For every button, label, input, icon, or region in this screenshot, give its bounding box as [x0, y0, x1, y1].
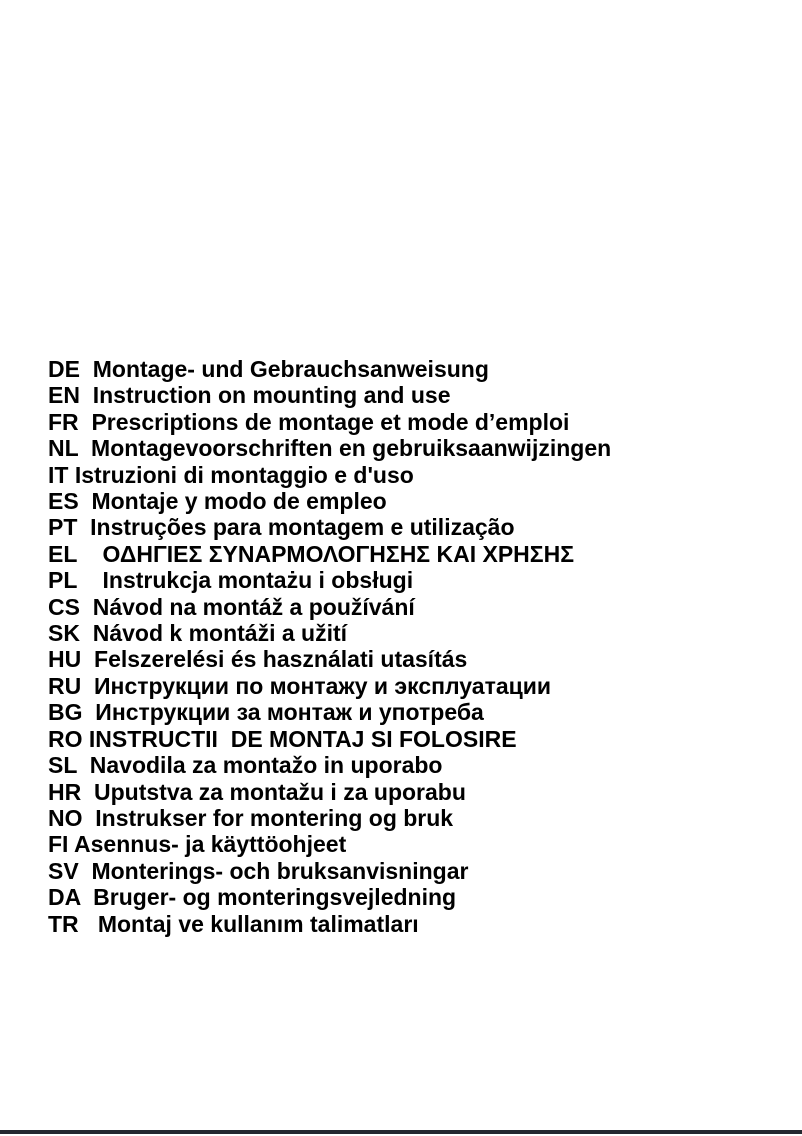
- language-list: [48, 356, 611, 937]
- language-line: [48, 356, 611, 382]
- code-title-gap: [83, 699, 96, 725]
- language-code: FI: [48, 831, 69, 858]
- language-title: Montagevoorschriften en gebruiksaanwijzingen: [91, 435, 612, 462]
- language-title: Prescriptions de montage et mode d’emploi: [91, 408, 570, 435]
- code-title-gap: [81, 673, 94, 699]
- language-code: SK: [48, 620, 80, 647]
- language-code: SL: [48, 752, 77, 779]
- language-line: [48, 699, 611, 725]
- language-title: Instruções para montagem e utilização: [90, 514, 515, 541]
- code-title-gap: [80, 594, 93, 620]
- language-line: [48, 673, 611, 699]
- language-code: EL: [48, 540, 77, 567]
- language-title: Montage- und Gebrauchsanweisung: [92, 356, 489, 382]
- language-title: Montaj ve kullanım talimatları: [97, 910, 419, 937]
- language-code: PT: [48, 514, 78, 541]
- code-title-gap: [81, 779, 94, 805]
- language-code: HR: [48, 778, 82, 805]
- language-title: Istruzioni di montaggio e d'uso: [74, 461, 414, 488]
- language-line: [48, 567, 611, 593]
- code-title-gap: [80, 356, 93, 382]
- code-title-gap: [79, 409, 92, 435]
- language-line: [48, 409, 611, 435]
- language-code: NL: [48, 435, 79, 462]
- language-code: DA: [48, 884, 81, 911]
- code-title-gap: [80, 382, 93, 408]
- code-title-gap: [83, 805, 96, 831]
- code-title-gap: [79, 858, 92, 884]
- language-line: [48, 646, 611, 672]
- language-code: RO: [48, 725, 83, 752]
- code-title-gap: [77, 541, 103, 567]
- language-title: Инструкции по монтажу и эксплуатации: [94, 672, 552, 699]
- language-code: TR: [48, 910, 79, 937]
- language-title: Felszerelési és használati utasítás: [94, 646, 468, 673]
- language-title: Monterings- och bruksanvisningar: [91, 857, 469, 884]
- language-code: FR: [48, 408, 79, 435]
- language-title: Instrukser for montering og bruk: [95, 804, 454, 831]
- language-title: Asennus- ja käyttöohjeet: [74, 831, 347, 858]
- language-line: [48, 884, 611, 910]
- language-code: EN: [48, 382, 80, 409]
- language-line: [48, 488, 611, 514]
- code-title-gap: [77, 567, 103, 593]
- language-line: [48, 462, 611, 488]
- language-code: ES: [48, 488, 79, 515]
- language-title: ΟΔΗΓΙΕΣ ΣΥΝΑΡΜΟΛΟΓΗΣΗΣ ΚΑΙ ΧΡΗΣΗΣ: [102, 540, 575, 567]
- language-line: [48, 805, 611, 831]
- code-title-gap: [80, 620, 93, 646]
- language-title: Инструкции за монтаж и употреба: [95, 699, 484, 726]
- language-code: NO: [48, 804, 83, 831]
- language-line: [48, 911, 611, 937]
- language-line: [48, 541, 611, 567]
- language-code: PL: [48, 567, 77, 594]
- language-title: Navodila za montažo in uporabo: [89, 752, 443, 779]
- language-code: RU: [48, 672, 82, 699]
- language-title: Návod na montáž a používání: [92, 593, 415, 620]
- language-line: [48, 752, 611, 778]
- code-title-gap: [79, 488, 92, 514]
- language-line: [48, 858, 611, 884]
- code-title-gap: [77, 514, 90, 540]
- code-title-gap: [78, 435, 91, 461]
- language-line: [48, 435, 611, 461]
- language-code: HU: [48, 646, 82, 673]
- code-title-gap: [79, 911, 98, 937]
- language-line: [48, 779, 611, 805]
- language-line: [48, 514, 611, 540]
- language-title: Návod k montáži a užití: [92, 620, 348, 647]
- language-title: Instruction on mounting and use: [92, 382, 451, 409]
- language-code: DE: [48, 356, 80, 382]
- language-title: Uputstva za montažu i za uporabu: [94, 778, 466, 805]
- language-code: SV: [48, 857, 79, 884]
- code-title-gap: [77, 752, 90, 778]
- language-title: Montaje y modo de empleo: [91, 488, 387, 515]
- language-code: IT: [48, 461, 69, 488]
- language-line: [48, 594, 611, 620]
- code-title-gap: [81, 646, 94, 672]
- language-code: BG: [48, 699, 83, 726]
- language-line: [48, 726, 611, 752]
- language-code: CS: [48, 593, 80, 620]
- language-title: Bruger- og monteringsvejledning: [93, 884, 457, 911]
- language-line: [48, 831, 611, 857]
- code-title-gap: [80, 884, 93, 910]
- language-title: Instrukcja montażu i obsługi: [102, 567, 414, 594]
- language-title: INSTRUCTII DE MONTAJ SI FOLOSIRE: [88, 725, 517, 752]
- language-line: [48, 620, 611, 646]
- footer-rule: [0, 1130, 802, 1134]
- language-line: [48, 382, 611, 408]
